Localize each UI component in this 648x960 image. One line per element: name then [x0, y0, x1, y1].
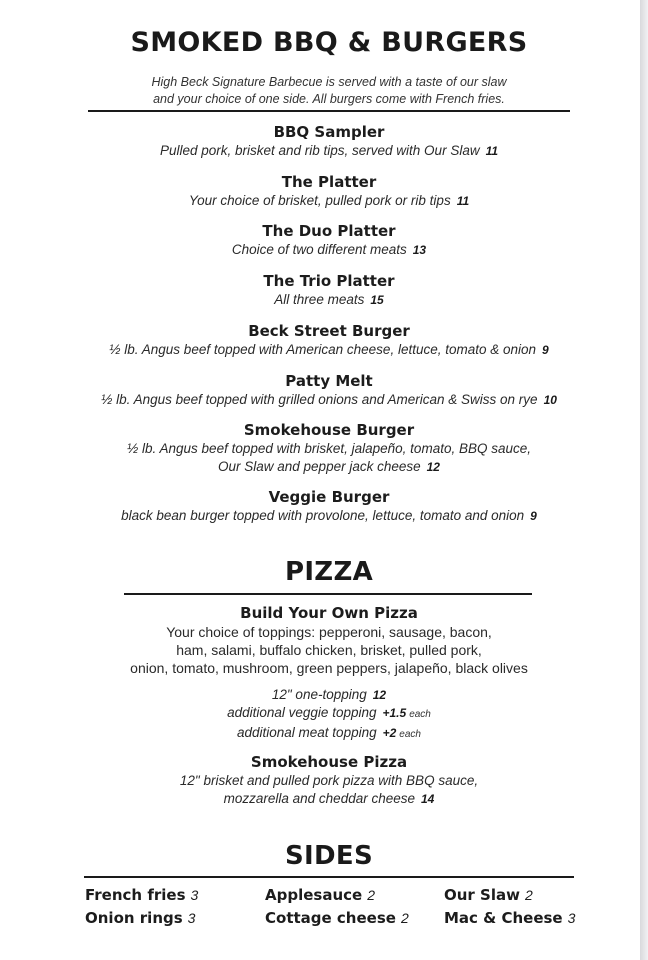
- side-item-cottage-cheese: [265, 909, 409, 927]
- sides-section-title: SIDES: [285, 841, 373, 871]
- option-price: 12: [372, 688, 387, 702]
- side-price: 2: [400, 910, 409, 926]
- side-name: Applesauce: [265, 886, 363, 904]
- pizza-option-veggie-topping: [0, 704, 648, 724]
- side-price: 3: [567, 910, 576, 926]
- item-desc-text: ½ lb. Angus beef topped with American cheese, lettuce, tomato & onion: [109, 342, 537, 357]
- option-each: each: [399, 729, 421, 740]
- pizza-option-meat-topping: [0, 724, 648, 744]
- item-price: 10: [543, 393, 557, 407]
- item-desc: [0, 192, 648, 210]
- item-desc-text: mozzarella and cheddar cheese: [223, 791, 415, 806]
- item-name: Veggie Burger: [268, 488, 390, 506]
- page-edge-shadow: [640, 0, 648, 960]
- menu-item-patty-melt: [0, 371, 648, 409]
- item-name: Patty Melt: [285, 372, 373, 390]
- item-name: The Platter: [281, 173, 377, 191]
- item-desc-text: Choice of two different meats: [231, 242, 407, 257]
- side-price: 2: [524, 887, 533, 903]
- item-name: Beck Street Burger: [248, 322, 410, 340]
- item-desc-text: black bean burger topped with provolone, lettuce, tomato and onion: [121, 508, 525, 523]
- item-desc-line1: 12" brisket and pulled pork pizza with BBQ sauce,: [179, 773, 479, 788]
- pizza-option-one-topping: [0, 686, 648, 704]
- toppings-line2: ham, salami, buffalo chicken, brisket, pulled pork,: [176, 642, 482, 658]
- item-desc-line2: [0, 458, 648, 476]
- side-item-onion-rings: [85, 909, 195, 927]
- item-desc-text: Pulled pork, brisket and rib tips, served with Our Slaw: [159, 143, 480, 158]
- item-price: 13: [412, 243, 427, 257]
- toppings-line1: Your choice of toppings: pepperoni, sausage, bacon,: [166, 624, 492, 640]
- menu-item-trio-platter: [0, 271, 648, 309]
- bbq-intro-line1: High Beck Signature Barbecue is served with a taste of our slaw: [151, 75, 507, 89]
- option-label: additional veggie topping: [227, 705, 377, 720]
- item-name: The Duo Platter: [262, 222, 396, 240]
- side-name: French fries: [85, 886, 186, 904]
- pizza-pricing: [0, 686, 648, 744]
- side-name: Cottage cheese: [265, 909, 396, 927]
- item-desc: [0, 507, 648, 525]
- item-desc: [0, 142, 648, 160]
- sides-divider: [84, 876, 574, 878]
- item-desc-text: Your choice of brisket, pulled pork or rib tips: [188, 193, 451, 208]
- side-name: Onion rings: [85, 909, 183, 927]
- item-price: 11: [485, 144, 499, 158]
- side-price: 2: [367, 887, 375, 903]
- pizza-section-title: PIZZA: [284, 557, 374, 587]
- option-label: additional meat topping: [237, 725, 377, 740]
- option-price: +2: [382, 726, 397, 740]
- menu-item-smokehouse-pizza: [0, 752, 648, 808]
- side-name: Mac & Cheese: [444, 909, 563, 927]
- menu-item-the-platter: [0, 172, 648, 210]
- toppings-line3: onion, tomato, mushroom, green peppers, jalapeño, black olives: [130, 660, 528, 676]
- item-price: 9: [542, 343, 549, 357]
- item-desc-line2: [0, 790, 648, 808]
- item-desc-line1: ½ lb. Angus beef topped with brisket, jalapeño, tomato, BBQ sauce,: [127, 441, 531, 456]
- item-desc: [0, 341, 648, 359]
- menu-item-beck-street-burger: [0, 321, 648, 359]
- menu-item-smokehouse-burger: [0, 420, 648, 476]
- item-name: Smokehouse Burger: [243, 421, 415, 439]
- menu-item-veggie-burger: [0, 487, 648, 525]
- menu-item-bbq-sampler: [0, 122, 648, 160]
- side-item-our-slaw: [444, 886, 533, 904]
- menu-item-duo-platter: [0, 221, 648, 259]
- bbq-intro: [0, 74, 648, 108]
- item-desc-text: All three meats: [274, 292, 365, 307]
- bbq-section-title: SMOKED BBQ & BURGERS: [130, 27, 528, 58]
- item-desc-text: Our Slaw and pepper jack cheese: [218, 459, 421, 474]
- item-desc: [0, 241, 648, 259]
- bbq-divider: [88, 110, 570, 112]
- side-price: 3: [187, 910, 196, 926]
- item-price: 14: [421, 792, 435, 806]
- bbq-intro-line2: and your choice of one side. All burgers come with French fries.: [153, 92, 505, 106]
- option-each: each: [409, 709, 431, 720]
- option-price: +1.5: [382, 706, 407, 720]
- pizza-divider: [124, 593, 532, 595]
- side-item-french-fries: [85, 886, 198, 904]
- item-price: 11: [456, 194, 470, 208]
- side-item-mac-and-cheese: [444, 909, 575, 927]
- item-desc: [0, 291, 648, 309]
- item-price: 9: [530, 509, 537, 523]
- item-price: 15: [370, 293, 384, 307]
- menu-item-build-your-own-pizza: [0, 603, 648, 677]
- item-desc-text: ½ lb. Angus beef topped with grilled onions and American & Swiss on rye: [101, 392, 538, 407]
- item-name: BBQ Sampler: [273, 123, 385, 141]
- item-name: Smokehouse Pizza: [250, 753, 408, 771]
- item-name: The Trio Platter: [263, 272, 395, 290]
- option-label: 12" one-topping: [271, 687, 367, 702]
- side-item-applesauce: [265, 886, 375, 904]
- item-name: Build Your Own Pizza: [240, 604, 418, 622]
- item-desc: [0, 391, 648, 409]
- side-name: Our Slaw: [444, 886, 520, 904]
- side-price: 3: [190, 887, 199, 903]
- item-price: 12: [426, 460, 440, 474]
